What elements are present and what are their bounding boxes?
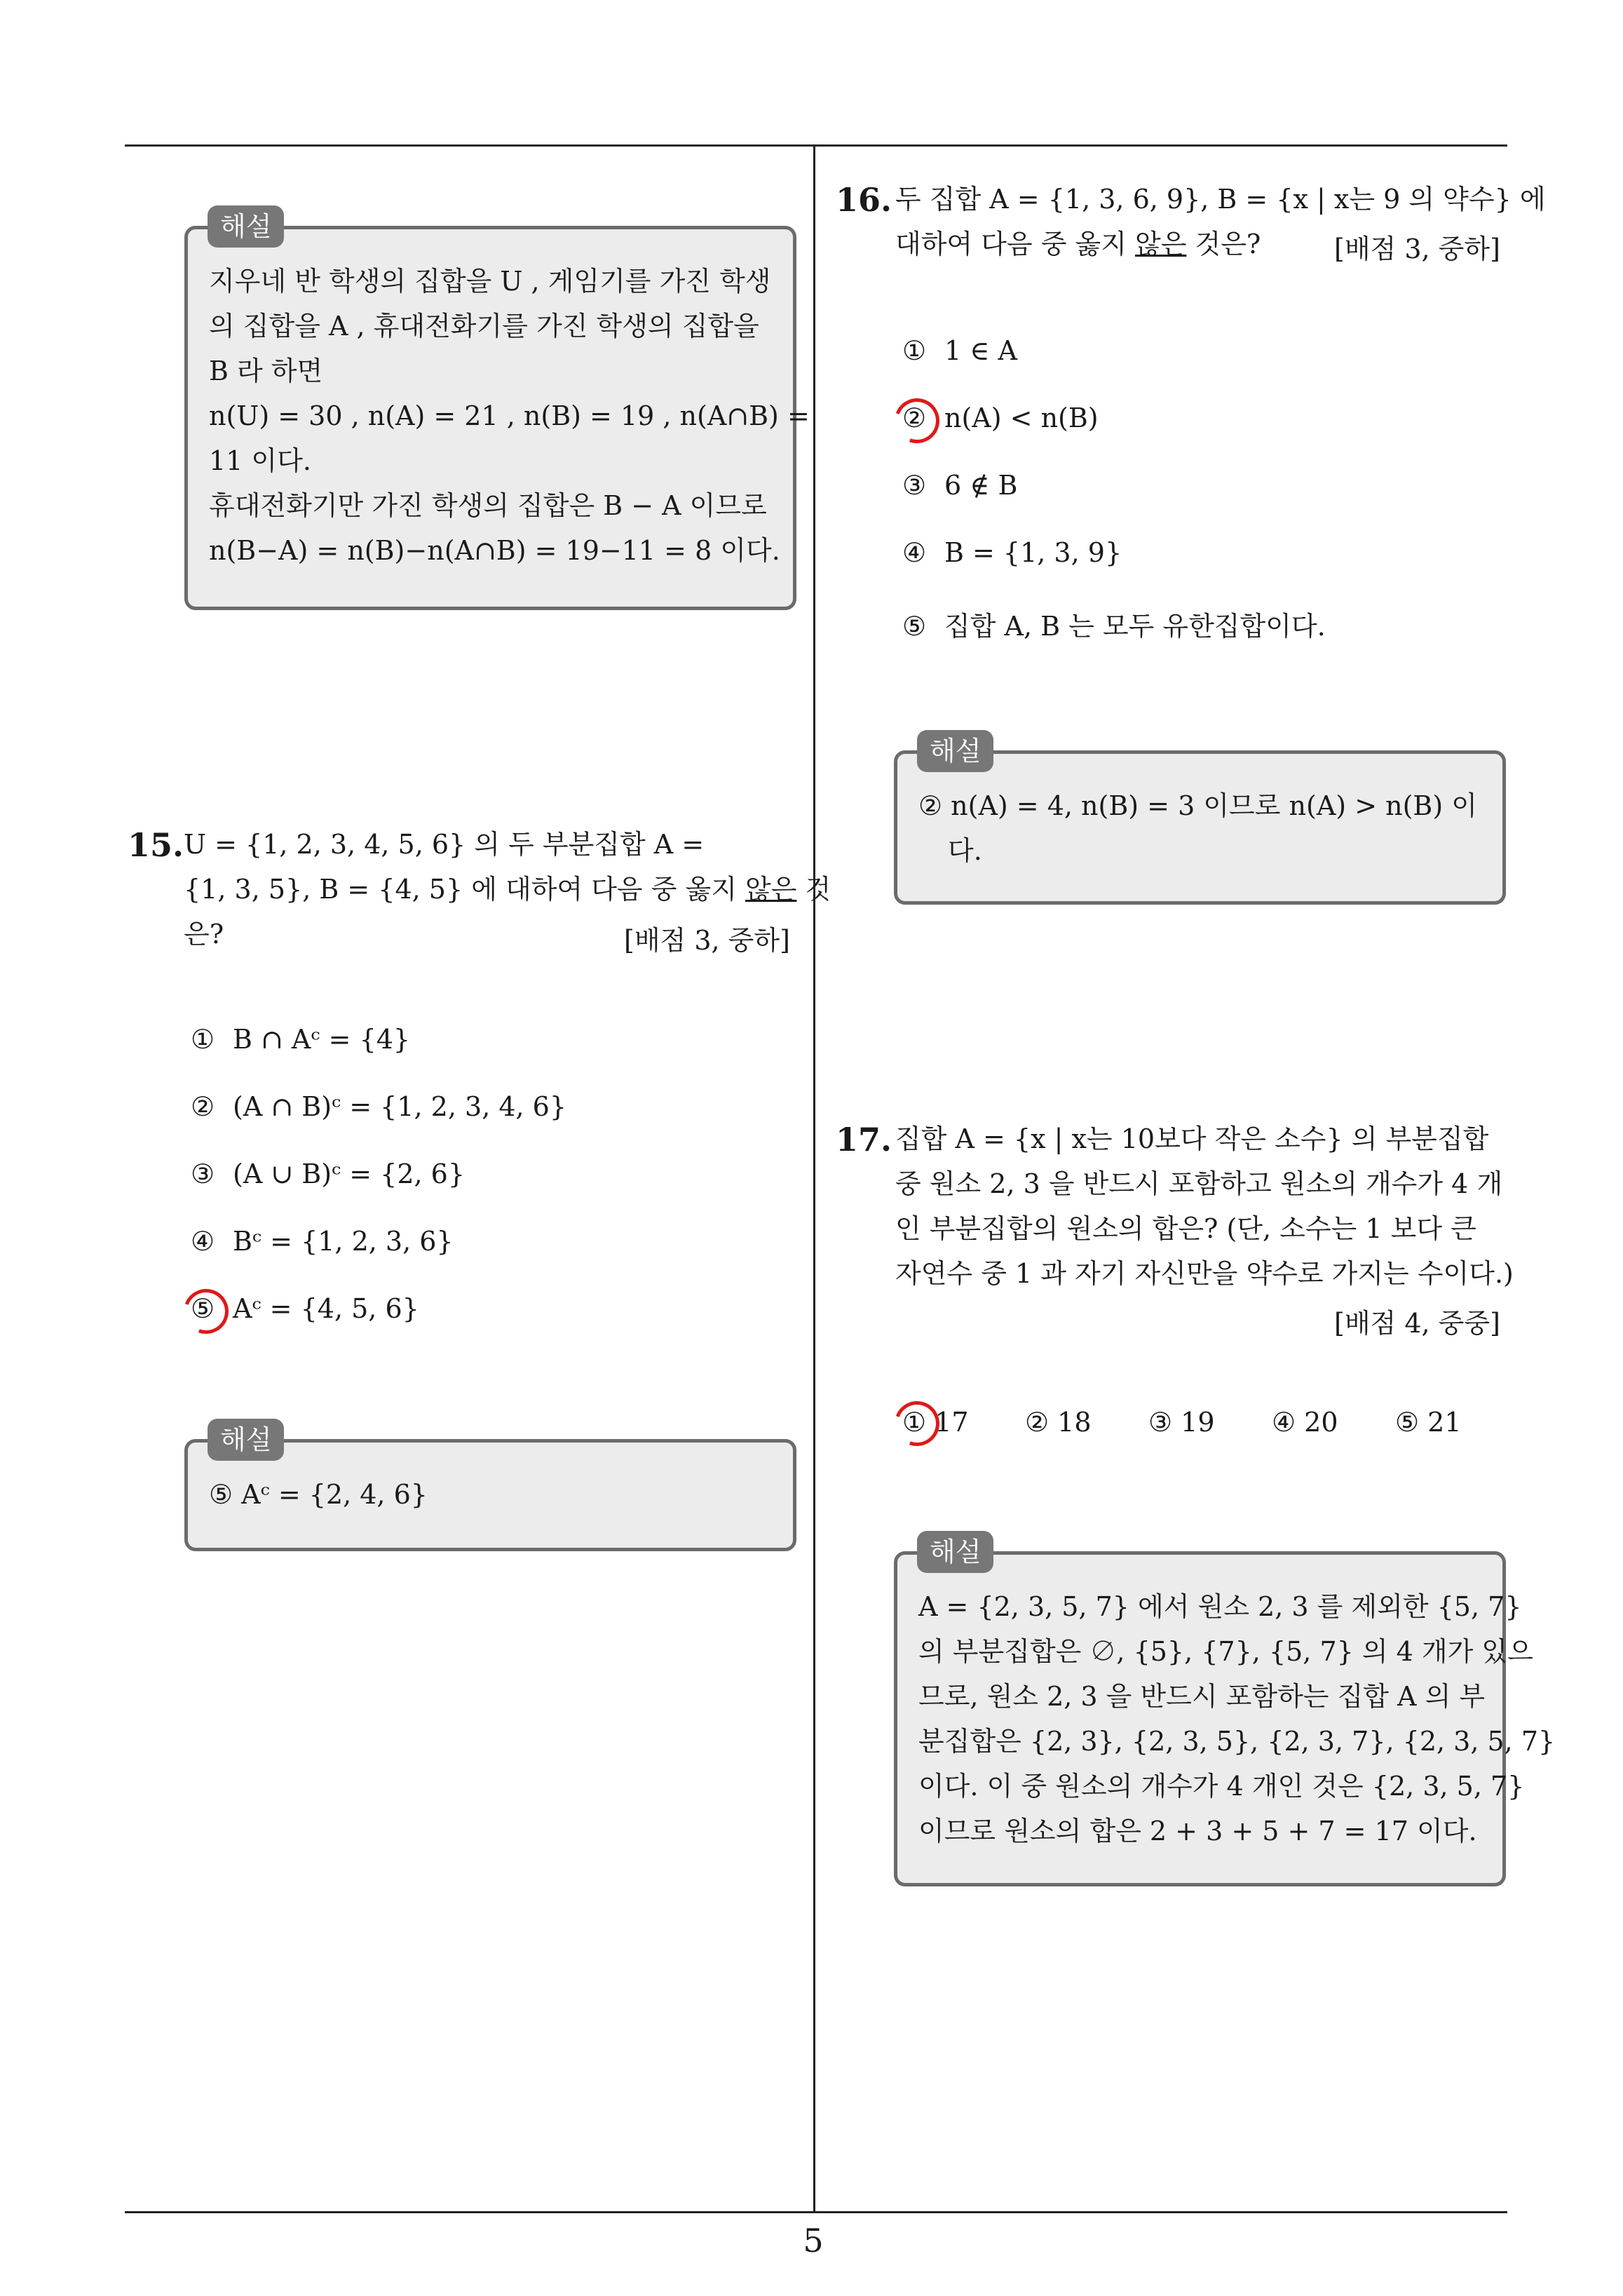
q16-choice-5[interactable]: ⑤ 집합 A, B 는 모두 유한집합이다. bbox=[902, 611, 1326, 642]
question-16-score: [배점 3, 중하] bbox=[1334, 234, 1500, 264]
solution-line: n(U) = 30 , n(A) = 21 , n(B) = 19 , n(A∩B) = bbox=[209, 400, 810, 431]
answer-mark-circle bbox=[887, 1393, 946, 1453]
question-15-score: [배점 3, 중하] bbox=[624, 925, 790, 956]
question-15-number: 15. bbox=[128, 826, 184, 864]
question-17-text: 집합 A = {x | x는 10보다 작은 소수} 의 부분집합 중 원소 2, 3 을 반드시 포함하고 원소의 개수가 4 개 인 부분집합의 원소의 합은? (단, 소수는 1 보다 큰 자연수 중 1 과 자기 자신만을 약수로 가지는 수이다.) bbox=[895, 1123, 1514, 1289]
solution-line: 11 이다. bbox=[209, 445, 311, 476]
solution-line: 의 집합을 A , 휴대전화기를 가진 학생의 집합을 bbox=[209, 311, 759, 342]
answer-mark-circle bbox=[176, 1281, 236, 1341]
q15-choice-5[interactable]: ⑤ Aᶜ = {4, 5, 6} bbox=[191, 1293, 419, 1324]
q17-choice-5[interactable]: ⑤ 21 bbox=[1395, 1407, 1462, 1438]
solution-tab: 해설 bbox=[917, 1531, 993, 1573]
q15-choice-1[interactable]: ① B ∩ Aᶜ = {4} bbox=[191, 1024, 411, 1055]
solution-tab: 해설 bbox=[208, 205, 284, 248]
q17-choice-1[interactable]: ① 17 bbox=[902, 1407, 969, 1438]
question-17-number: 17. bbox=[836, 1121, 892, 1159]
solution-line: ⑤ Aᶜ = {2, 4, 6} bbox=[209, 1479, 428, 1510]
question-15-solution-box bbox=[184, 1424, 796, 1551]
q17-choice-4[interactable]: ④ 20 bbox=[1272, 1407, 1338, 1438]
column-divider bbox=[813, 144, 815, 2212]
solution-line: 휴대전화기만 가진 학생의 집합은 B − A 이므로 bbox=[209, 490, 767, 521]
page-number: 5 bbox=[803, 2222, 824, 2260]
bottom-rule bbox=[125, 2211, 1507, 2213]
solution-tab: 해설 bbox=[208, 1419, 284, 1461]
answer-mark-circle bbox=[887, 391, 946, 450]
question-16-text: 두 집합 A = {1, 3, 6, 9}, B = {x | x는 9 의 약수} 에 대하여 다음 중 옳지 않은 것은? bbox=[895, 184, 1546, 259]
q16-choice-1[interactable]: ① 1 ∈ A bbox=[902, 335, 1017, 366]
top-rule bbox=[125, 144, 1507, 147]
q15-choice-4[interactable]: ④ Bᶜ = {1, 2, 3, 6} bbox=[191, 1226, 454, 1257]
q17-choice-2[interactable]: ② 18 bbox=[1025, 1407, 1092, 1438]
q16-choice-4[interactable]: ④ B = {1, 3, 9} bbox=[902, 537, 1122, 568]
q16-choice-3[interactable]: ③ 6 ∉ B bbox=[902, 470, 1018, 501]
solution-line: 이다. 이 중 원소의 개수가 4 개인 것은 {2, 3, 5, 7} bbox=[918, 1771, 1525, 1802]
solution-line: n(B−A) = n(B)−n(A∩B) = 19−11 = 8 이다. bbox=[209, 535, 780, 566]
solution-line: 지우네 반 학생의 집합을 U , 게임기를 가진 학생 bbox=[209, 266, 771, 297]
q15-choice-2[interactable]: ② (A ∩ B)ᶜ = {1, 2, 3, 4, 6} bbox=[191, 1091, 567, 1122]
solution-line: 의 부분집합은 ∅, {5}, {7}, {5, 7} 의 4 개가 있으 bbox=[918, 1636, 1533, 1667]
q16-choice-2[interactable]: ② n(A) < n(B) bbox=[902, 403, 1099, 433]
solution-tab: 해설 bbox=[917, 730, 993, 772]
question-16-number: 16. bbox=[836, 181, 892, 219]
question-16-solution-box bbox=[894, 736, 1506, 905]
question-15-text: U = {1, 2, 3, 4, 5, 6} 의 두 부분집합 A = {1, 3, 5}, B = {4, 5} 에 대하여 다음 중 옳지 않은 것 은? bbox=[184, 829, 831, 950]
question-17-score: [배점 4, 중중] bbox=[1334, 1308, 1500, 1339]
solution-line: B 라 하면 bbox=[209, 356, 323, 386]
q15-choice-3[interactable]: ③ (A ∪ B)ᶜ = {2, 6} bbox=[191, 1159, 466, 1189]
solution-line: ② n(A) = 4, n(B) = 3 이므로 n(A) > n(B) 이 bbox=[918, 790, 1477, 821]
solution-line: 다. bbox=[948, 835, 982, 866]
solution-line: 분집합은 {2, 3}, {2, 3, 5}, {2, 3, 7}, {2, 3, 5, 7} bbox=[918, 1726, 1556, 1757]
q17-choice-3[interactable]: ③ 19 bbox=[1148, 1407, 1215, 1438]
question-17-solution-box bbox=[894, 1537, 1556, 1886]
solution-line: 므로, 원소 2, 3 을 반드시 포함하는 집합 A 의 부 bbox=[918, 1681, 1486, 1712]
solution-line: 이므로 원소의 합은 2 + 3 + 5 + 7 = 17 이다. bbox=[918, 1816, 1477, 1846]
solution-line: A = {2, 3, 5, 7} 에서 원소 2, 3 를 제외한 {5, 7} bbox=[918, 1591, 1522, 1622]
intro-solution-box bbox=[184, 211, 810, 610]
